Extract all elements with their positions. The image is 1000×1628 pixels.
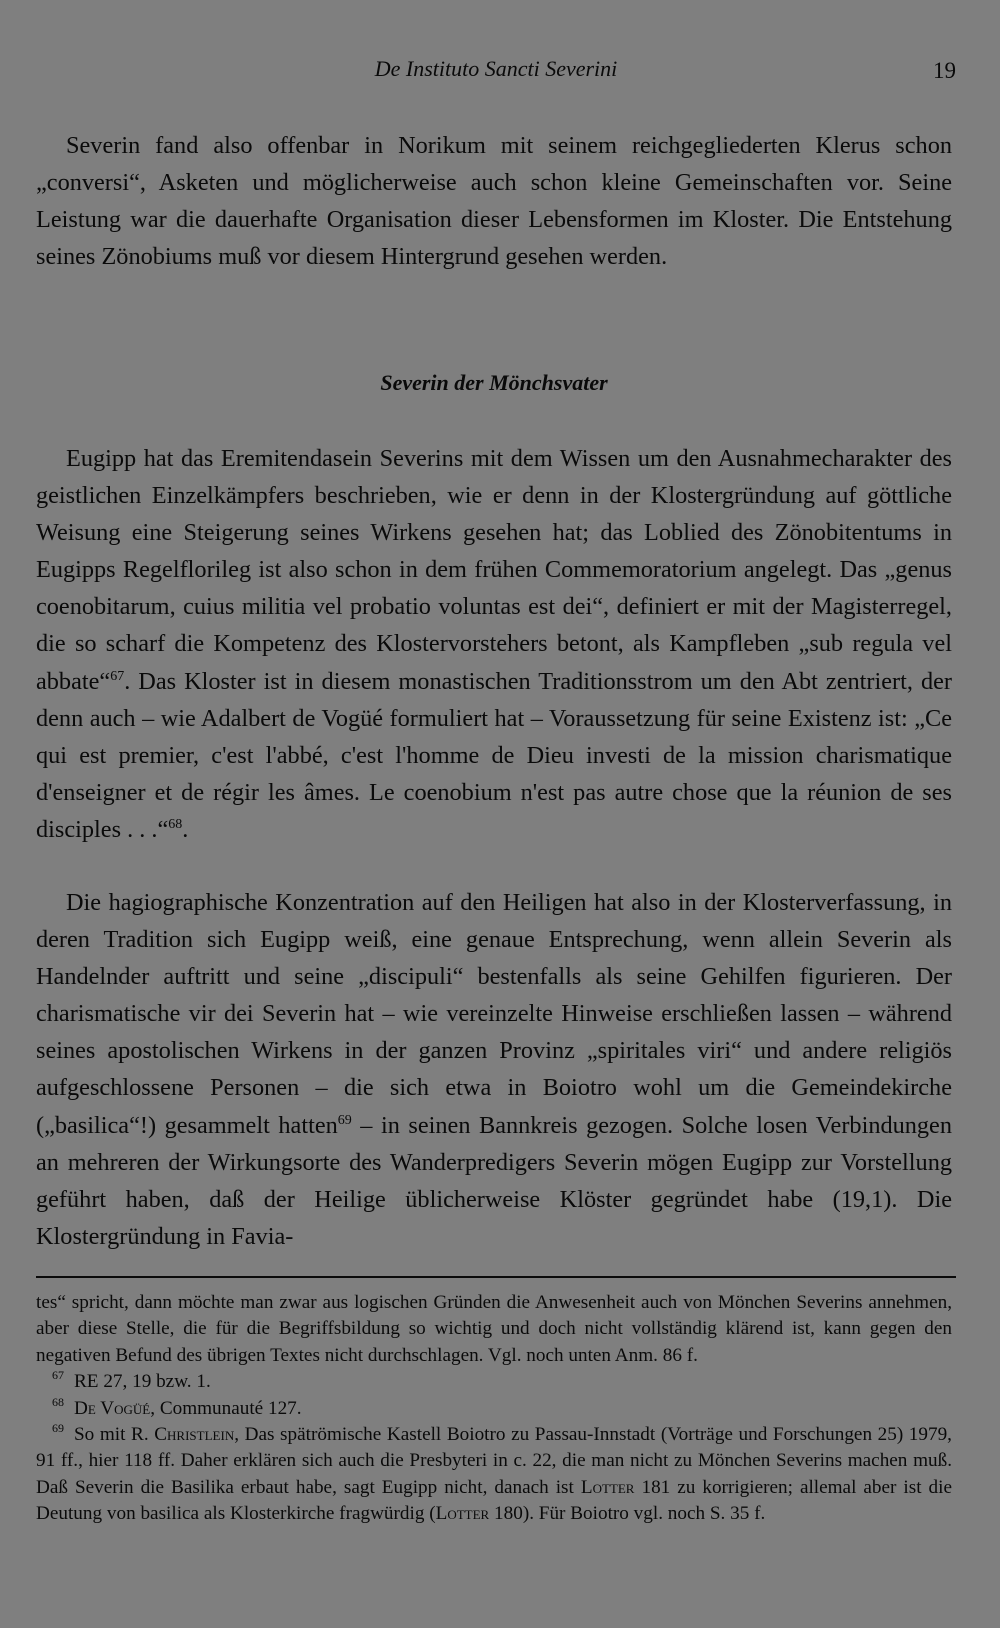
paragraph-text: Die hagiographische Konzentration auf den Heiligen hat also in der Klosterverfassung, in deren Tradition sich Eugipp weiß, eine genaue Entsprechung, wenn allein Severin als Handelnder auftritt und seine „discipuli“ bestenfalls als seine Gehilfen figurieren. Der charismatische vir dei Severin hat – wie vereinzelte Hinweise erschließen lassen – während seines apostolischen Wirkens in der ganzen Provinz „spiritales viri“ und andere religiös aufgeschlossene Personen – die sich etwa in Boiotro wohl um die Gemeindekirche („basilica“!) gesammelt hatten xyxy=(36,889,952,1139)
paragraph-text: – in seinen Bannkreis gezogen. Solche losen Verbindungen an mehreren der Wirkungsorte des Wanderpredigers Severin mögen Eugipp zur Vorstellung geführt haben, daß der Heilige üblicherweise Klöster gegründet habe (19,1). Die Klostergründung in Favia- xyxy=(36,1111,952,1250)
footnote-author: Christlein xyxy=(154,1424,235,1446)
paragraph-text: . Das Kloster ist in diesem monastischen Traditionsstrom um den Abt zentriert, der denn auch – wie Adalbert de Vogüé formuliert hat – Voraussetzung für seine Existenz ist: „Ce qui est premier, c'est l'abbé, c'est l'homme de Dieu investi de la mission charismatique d'enseigner et de régir les âmes. Le coenobium n'est pas autre chose que la réunion de ses disciples . . .“ xyxy=(36,667,952,843)
footnote-text: , Communauté 127. xyxy=(150,1397,302,1419)
section-heading: Severin der Mönchsvater xyxy=(380,370,608,395)
footnote-68 xyxy=(36,1396,952,1422)
body-paragraph-2 xyxy=(36,440,952,848)
footnote-text: RE 27, 19 bzw. 1. xyxy=(74,1371,211,1393)
footnote-67 xyxy=(36,1369,952,1395)
footnote-divider xyxy=(36,1276,956,1278)
footnote-author: De Vogüé xyxy=(74,1397,151,1419)
footnote-text: , Das spätrömische Kastell Boiotro zu Passau-Innstadt (Vorträge und Forschungen 25) 1979, 91 ff., hier 118 ff. Daher erklären sich auch die Presbyteri in c. 22, die man nicht zu Mönchen Severins machen muß. Daß Severin die Basilika erbaut habe, sagt Eugipp nicht, danach ist xyxy=(36,1424,952,1498)
footnote-text: 181 zu korrigieren; allemal aber ist die Deutung von basilica als Klosterkirche fragwürdig ( xyxy=(36,1476,952,1525)
body-paragraph-1: Severin fand also offenbar in Norikum mit seinem reichgegliederten Klerus schon „conversi“, Asketen und möglicherweise auch schon kleine Gemeinschaften vor. Seine Leistung war die dauerhafte Organisation dieser Lebensformen im Kloster. Die Entstehung seines Zönobiums muß vor diesem Hintergrund gesehen werden. xyxy=(36,132,952,271)
footnote-author: Lotter xyxy=(580,1476,635,1498)
paragraph-text: Eugipp hat das Eremitendasein Severins mit dem Wissen um den Ausnahmecharakter des geistlichen Einzelkämpfers beschrieben, wie er denn in der Klostergründung auf göttliche Weisung eine Steigerung seines Wirkens gesehen hat; das Loblied des Zönobitentums in Eugipps Regelflorileg ist also schon in dem frühen Commemoratorium angelegt. Das „genus coenobitarum, cuius militia vel probatio voluntas est dei“, definiert er mit der Magisterregel, die so scharf die Kompetenz des Klostervorstehers betont, als Kampfleben „sub regula vel abbate“ xyxy=(36,445,952,695)
footnote-text: 180). Für Boiotro vgl. noch S. 35 f. xyxy=(489,1503,766,1525)
footnote-ref-68[interactable]: 68 xyxy=(168,816,183,832)
footnote-ref-67[interactable]: 67 xyxy=(110,668,125,684)
running-title: De Instituto Sancti Severini xyxy=(374,56,618,81)
footnote-number: 69 xyxy=(52,1421,64,1436)
footnote-author: Lotter xyxy=(435,1503,490,1525)
footnote-text: So mit R. xyxy=(74,1424,155,1446)
footnote-ref-69[interactable]: 69 xyxy=(337,1112,352,1128)
footnote-continuation: tes“ spricht, dann möchte man zwar aus logischen Gründen die Anwesenheit auch von Mönchen Severins annehmen, aber diese Stelle, die für die Begriffsbildung so wichtig und doch nicht vollständig klärend ist, kann gegen den negativen Befund des übrigen Textes nicht durchschlagen. Vgl. noch unten Anm. 86 f. xyxy=(36,1292,952,1366)
paragraph-text: . xyxy=(182,815,189,843)
page-number: 19 xyxy=(933,58,956,83)
footnote-number: 68 xyxy=(52,1394,64,1409)
footnote-number: 67 xyxy=(52,1368,64,1383)
body-paragraph-3 xyxy=(36,884,952,1255)
footnote-69 xyxy=(36,1422,952,1528)
running-head xyxy=(36,56,956,88)
footnotes xyxy=(36,1290,952,1528)
